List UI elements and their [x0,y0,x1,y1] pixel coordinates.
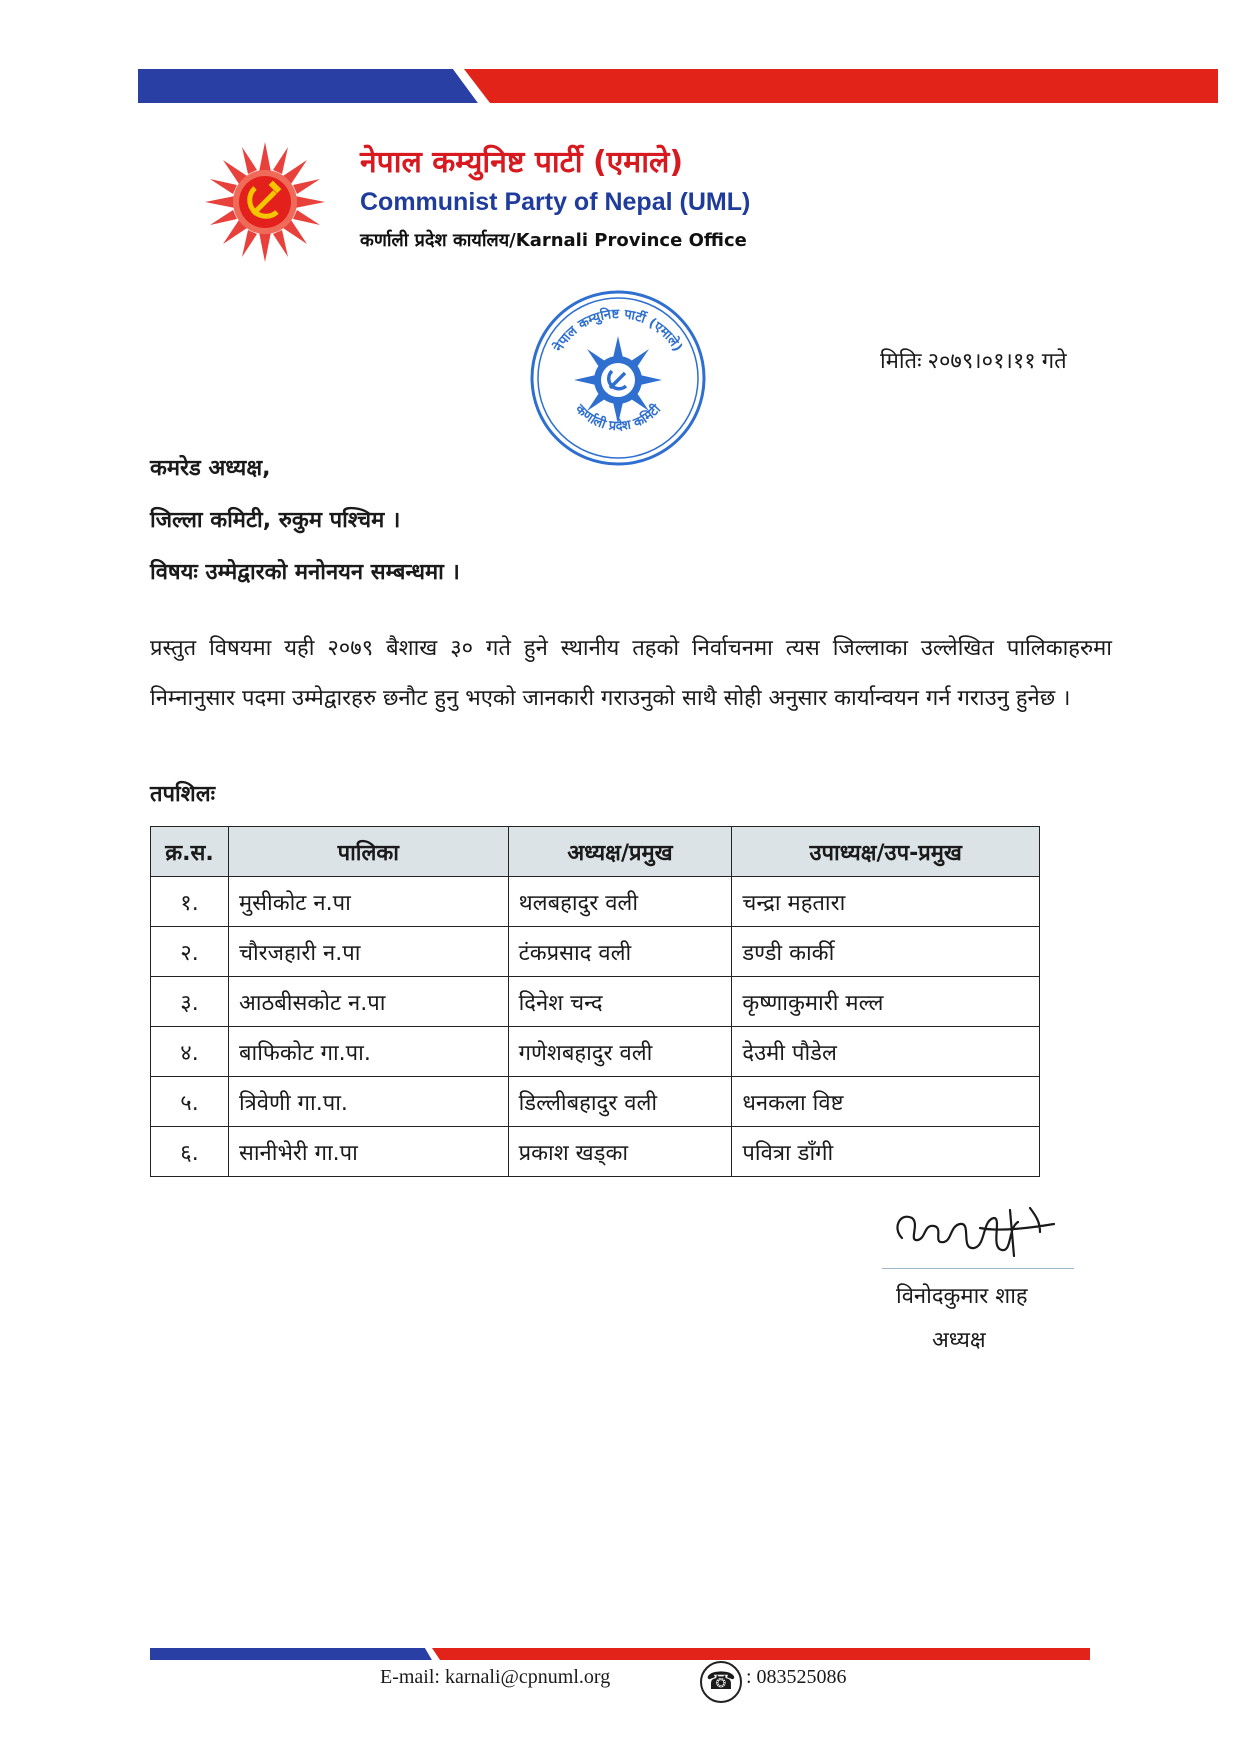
signature-line [882,1268,1074,1269]
cell-serial: ४. [151,1027,229,1077]
candidate-table [150,826,1040,1177]
cell-municipality: सानीभेरी गा.पा [228,1127,508,1177]
stamp-bottom-text: कर्णाली प्रदेश कमिटी [572,402,664,435]
party-name-nepali: नेपाल कम्युनिष्ट पार्टी (एमाले) [360,145,684,180]
recipient-committee: जिल्ला कमिटी, रुकुम पश्चिम । [150,508,401,533]
cell-deputy: डण्डी कार्की [732,927,1040,977]
cell-chief: डिल्लीबहादुर वली [508,1077,732,1127]
handwritten-signature-icon [890,1198,1060,1268]
cell-serial: १. [151,877,229,927]
stamp-top-text: नेपाल कम्युनिष्ट पार्टी (एमाले) [551,306,685,355]
cell-deputy: कृष्णाकुमारी मल्ल [732,977,1040,1027]
cell-chief: गणेशबहादुर वली [508,1027,732,1077]
header-chief: अध्यक्ष/प्रमुख [508,827,732,877]
cell-chief: प्रकाश खड्का [508,1127,732,1177]
header-serial: क्र.स. [151,827,229,877]
party-name-english: Communist Party of Nepal (UML) [360,188,751,216]
footer-email: E-mail: karnali@cpnuml.org [380,1666,611,1688]
top-color-band [138,69,1218,103]
table-row [151,977,1040,1027]
cell-serial: २. [151,927,229,977]
table-row [151,1077,1040,1127]
cell-chief: दिनेश चन्द [508,977,732,1027]
signer-name: विनोदकुमार शाह [896,1284,1028,1309]
signer-title: अध्यक्ष [932,1328,986,1353]
table-header-row [151,827,1040,877]
table-row [151,1027,1040,1077]
table-row [151,877,1040,927]
table-row [151,1127,1040,1177]
footer-phone: : 083525086 [746,1666,847,1688]
header-municipality: पालिका [228,827,508,877]
cell-deputy: पवित्रा डाँगी [732,1127,1040,1177]
cell-deputy: धनकला विष्ट [732,1077,1040,1127]
cell-serial: ६. [151,1127,229,1177]
recipient-title: कमरेड अध्यक्ष, [150,456,271,481]
cell-municipality: त्रिवेणी गा.पा. [228,1077,508,1127]
official-stamp-icon [528,288,708,468]
date-line [880,345,1073,375]
cell-serial: ५. [151,1077,229,1127]
bottom-color-band [150,1648,1090,1660]
cell-municipality: आठबीसकोट न.पा [228,977,508,1027]
date-label: मितिः [880,349,922,374]
table-row [151,927,1040,977]
letter-subject: विषयः उम्मेद्वारको मनोनयन सम्बन्धमा । [150,560,460,585]
party-logo-icon [190,140,340,265]
cell-municipality: मुसीकोट न.पा [228,877,508,927]
annex-label: तपशिलः [150,782,216,807]
telephone-icon: ☎ [700,1661,742,1703]
cell-municipality: चौरजहारी न.पा [228,927,508,977]
date-suffix: गते [1041,349,1067,374]
date-value: २०७९।०१।११ [927,349,1036,374]
cell-municipality: बाफिकोट गा.पा. [228,1027,508,1077]
cell-chief: थलबहादुर वली [508,877,732,927]
cell-chief: टंकप्रसाद वली [508,927,732,977]
cell-serial: ३. [151,977,229,1027]
letter-body: प्रस्तुत विषयमा यही २०७९ बैशाख ३० गते हुने स्थानीय तहको निर्वाचनमा त्यस जिल्लाका उल्लेखित पालिकाहरुमा निम्नानुसार पदमा उम्मेद्वारहरु छनौट हुनु भएको जानकारी गराउनुको साथै सोही अनुसार कार्यान्वयन गर्न गराउनु हुनेछ । [150,636,1112,711]
cell-deputy: देउमी पौडेल [732,1027,1040,1077]
office-name: कर्णाली प्रदेश कार्यालय/Karnali Province Office [360,230,747,251]
header-deputy: उपाध्यक्ष/उप-प्रमुख [732,827,1040,877]
cell-deputy: चन्द्रा महतारा [732,877,1040,927]
